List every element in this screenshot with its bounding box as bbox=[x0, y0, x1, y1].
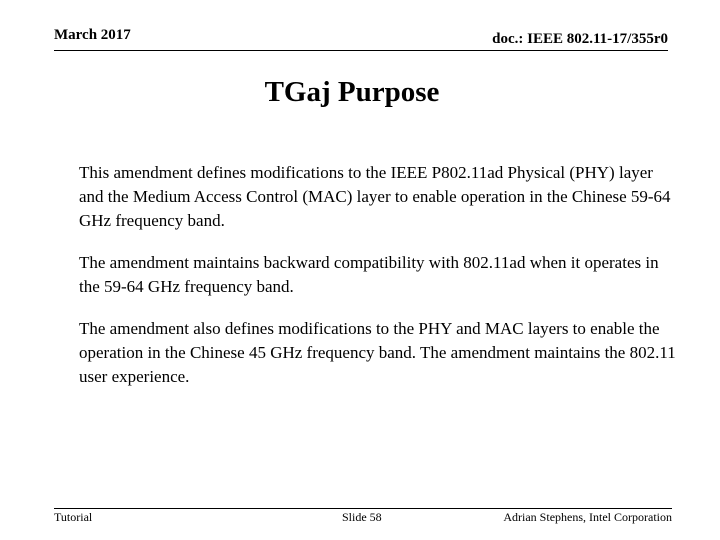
footer-author: Adrian Stephens, Intel Corporation bbox=[503, 510, 672, 524]
body-paragraph-3: The amendment also defines modifications to the PHY and MAC layers to enable the operation in the Chinese 45 GHz frequency band. The amendment maintains the 802.11 user experience. bbox=[79, 319, 676, 386]
body-paragraph-2: The amendment maintains backward compatibility with 802.11ad when it operates in the 59-64 GHz frequency band. bbox=[79, 253, 659, 296]
header-divider bbox=[54, 50, 668, 51]
footer-category: Tutorial bbox=[54, 510, 93, 524]
body-paragraph-1: This amendment defines modifications to the IEEE P802.11ad Physical (PHY) layer and the Medium Access Control (MAC) layer to enable operation in the Chinese 59-64 GHz frequency band. bbox=[79, 163, 671, 230]
slide-body bbox=[79, 161, 679, 407]
header-doc-id: doc.: IEEE 802.11-17/355r0 bbox=[492, 31, 668, 47]
slide-title: TGaj Purpose bbox=[264, 76, 440, 108]
header-date: March 2017 bbox=[54, 27, 131, 43]
footer-divider bbox=[54, 508, 672, 509]
footer-slide-number: Slide 58 bbox=[342, 510, 382, 524]
